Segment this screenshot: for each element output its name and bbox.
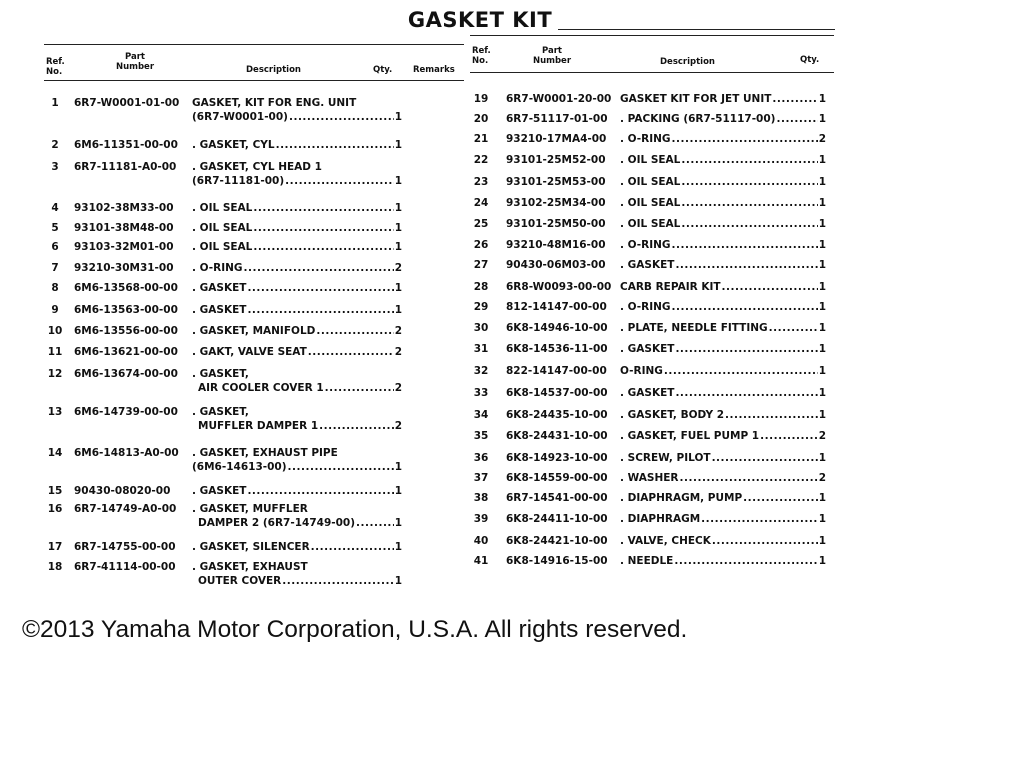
description-text: . GAKT, VALVE SEAT	[192, 346, 307, 358]
dot-leader	[701, 512, 818, 526]
ref-number: 11	[47, 346, 63, 358]
part-description	[620, 153, 826, 167]
part-number: 6M6-13556-00-00	[74, 325, 178, 337]
part-description	[620, 321, 826, 335]
quantity: 2	[394, 262, 402, 274]
ref-header-line1: Ref.	[46, 57, 65, 67]
dot-leader	[712, 451, 818, 465]
description-text: . OIL SEAL	[620, 176, 681, 188]
dot-leader	[725, 408, 818, 422]
description-text: . GASKET	[192, 485, 247, 497]
dot-leader	[681, 196, 817, 210]
part-description	[620, 471, 826, 485]
copyright-notice: ©2013 Yamaha Motor Corporation, U.S.A. All rights reserved.	[22, 616, 688, 643]
dot-leader	[675, 258, 817, 272]
dot-leader	[681, 217, 817, 231]
quantity: 2	[818, 133, 826, 145]
description-text: . O-RING	[620, 301, 671, 313]
ref-number: 13	[47, 406, 63, 418]
description-text: . OIL SEAL	[620, 218, 681, 230]
dot-leader	[760, 429, 818, 443]
part-number: 6K8-24431-10-00	[506, 430, 608, 442]
description-text: . GASKET, CYL	[192, 139, 275, 151]
quantity: 1	[394, 282, 402, 294]
quantity: 1	[818, 197, 826, 209]
quantity: 1	[818, 452, 826, 464]
description-text: . O-RING	[192, 262, 243, 274]
description-text: (6M6-14613-00)	[192, 461, 287, 473]
dot-leader	[672, 300, 818, 314]
quantity: 1	[818, 154, 826, 166]
description-text: . DIAPHRAGM	[620, 513, 701, 525]
description-text: . O-RING	[620, 239, 671, 251]
part-number: 6K8-24421-10-00	[506, 535, 608, 547]
part-number: 6R7-14755-00-00	[74, 541, 176, 553]
ref-number: 41	[473, 555, 489, 567]
part-number: 6R7-51117-01-00	[506, 113, 608, 125]
description-text: . GASKET, EXHAUST	[192, 561, 308, 573]
part-description	[192, 201, 402, 215]
part-number: 93210-17MA4-00	[506, 133, 607, 145]
part-description	[620, 512, 826, 526]
ref-number: 21	[473, 133, 489, 145]
part-description	[620, 386, 826, 400]
dot-leader	[316, 324, 393, 338]
description-text: . GASKET	[192, 282, 247, 294]
part-description	[620, 364, 826, 378]
part-number: 6R7-11181-A0-00	[74, 161, 177, 173]
part-description	[620, 280, 826, 294]
dot-leader	[769, 321, 818, 335]
quantity: 1	[394, 485, 402, 497]
part-description	[192, 261, 402, 275]
part-number: 6R7-W0001-01-00	[74, 97, 180, 109]
description-text: GASKET KIT FOR JET UNIT	[620, 93, 772, 105]
quantity: 2	[818, 430, 826, 442]
ref-number: 9	[51, 304, 59, 316]
ref-number: 27	[473, 259, 489, 271]
part-header-line1: Part	[542, 46, 562, 56]
description-text: CARB REPAIR KIT	[620, 281, 721, 293]
description-text: . O-RING	[620, 133, 671, 145]
dot-leader	[776, 112, 817, 126]
dot-leader	[288, 460, 394, 474]
description-text: . WASHER	[620, 472, 679, 484]
ref-number: 6	[51, 241, 59, 253]
quantity: 1	[394, 139, 402, 151]
part-description	[620, 429, 826, 443]
description-text: (6R7-W0001-00)	[192, 111, 288, 123]
left-remarks-header: Remarks	[413, 65, 455, 75]
description-text: . GASKET, BODY 2	[620, 409, 725, 421]
part-description	[192, 367, 402, 395]
ref-number: 8	[51, 282, 59, 294]
part-number: 6K8-14536-11-00	[506, 343, 608, 355]
part-description	[620, 217, 826, 231]
dot-leader	[253, 240, 393, 254]
part-number: 6M6-14813-A0-00	[74, 447, 179, 459]
description-text: GASKET, KIT FOR ENG. UNIT	[192, 97, 357, 109]
description-text: . SCREW, PILOT	[620, 452, 711, 464]
description-text: . GASKET, CYL HEAD 1	[192, 161, 322, 173]
ref-number: 26	[473, 239, 489, 251]
ref-header-line1: Ref.	[472, 46, 491, 56]
part-description	[620, 258, 826, 272]
part-number: 93210-48M16-00	[506, 239, 606, 251]
ref-number: 31	[473, 343, 489, 355]
description-text: . VALVE, CHECK	[620, 535, 711, 547]
description-text: . GASKET,	[192, 406, 249, 418]
part-number: 93103-32M01-00	[74, 241, 174, 253]
ref-header-line2: No.	[46, 67, 63, 77]
part-number: 6M6-13568-00-00	[74, 282, 178, 294]
part-number: 6M6-13621-00-00	[74, 346, 178, 358]
quantity: 2	[818, 472, 826, 484]
part-description	[192, 96, 402, 124]
ref-number: 15	[47, 485, 63, 497]
part-description	[620, 554, 826, 568]
ref-number: 35	[473, 430, 489, 442]
quantity: 1	[818, 409, 826, 421]
ref-number: 7	[51, 262, 59, 274]
parts-table-right	[470, 0, 830, 600]
ref-number: 3	[51, 161, 59, 173]
part-description	[620, 408, 826, 422]
part-number: 93102-25M34-00	[506, 197, 606, 209]
dot-leader	[325, 381, 394, 395]
description-text: . GASKET, FUEL PUMP 1	[620, 430, 760, 442]
dot-leader	[672, 132, 818, 146]
ref-number: 40	[473, 535, 489, 547]
part-description	[620, 196, 826, 210]
part-header-line2: Number	[532, 56, 572, 66]
left-qty-header: Qty.	[373, 65, 393, 75]
quantity: 1	[394, 222, 402, 234]
part-description	[192, 502, 402, 530]
description-text: . GASKET	[620, 343, 675, 355]
ref-number: 33	[473, 387, 489, 399]
ref-number: 38	[473, 492, 489, 504]
dot-leader	[319, 419, 394, 433]
part-number: 93101-25M50-00	[506, 218, 606, 230]
dot-leader	[675, 342, 817, 356]
part-description	[192, 484, 402, 498]
parts-table-left	[44, 0, 404, 600]
dot-leader	[743, 491, 818, 505]
ref-number: 24	[473, 197, 489, 209]
ref-number: 19	[473, 93, 489, 105]
quantity: 1	[818, 176, 826, 188]
description-text: DAMPER 2 (6R7-14749-00)	[198, 517, 356, 529]
part-number: 93102-38M33-00	[74, 202, 174, 214]
quantity: 1	[394, 541, 402, 553]
quantity: 2	[394, 420, 402, 432]
part-number: 93101-25M52-00	[506, 154, 606, 166]
dot-leader	[681, 153, 817, 167]
description-text: O-RING	[620, 365, 663, 377]
quantity: 1	[818, 492, 826, 504]
description-text: . GASKET	[620, 387, 675, 399]
ref-number: 5	[51, 222, 59, 234]
part-number: 6R7-W0001-20-00	[506, 93, 612, 105]
dot-leader	[675, 386, 817, 400]
part-number: 93101-25M53-00	[506, 176, 606, 188]
dot-leader	[282, 574, 393, 588]
description-text: . GASKET, MUFFLER	[192, 503, 308, 515]
dot-leader	[772, 92, 817, 106]
ref-number: 29	[473, 301, 489, 313]
ref-number: 36	[473, 452, 489, 464]
description-text: . PACKING (6R7-51117-00)	[620, 113, 776, 125]
part-description	[620, 175, 826, 189]
quantity: 1	[818, 513, 826, 525]
quantity: 1	[818, 281, 826, 293]
part-number: 6R7-14541-00-00	[506, 492, 608, 504]
part-number: 812-14147-00-00	[506, 301, 607, 313]
ref-number: 37	[473, 472, 489, 484]
part-description	[192, 446, 402, 474]
part-number: 6K8-14537-00-00	[506, 387, 608, 399]
dot-leader	[722, 280, 818, 294]
ref-number: 28	[473, 281, 489, 293]
dot-leader	[672, 238, 818, 252]
quantity: 1	[818, 218, 826, 230]
part-description	[620, 491, 826, 505]
part-description	[192, 324, 402, 338]
dot-leader	[289, 110, 394, 124]
quantity: 1	[394, 202, 402, 214]
part-number: 6R7-41114-00-00	[74, 561, 176, 573]
quantity: 1	[818, 535, 826, 547]
dot-leader	[311, 540, 394, 554]
part-description	[620, 342, 826, 356]
description-text: MUFFLER DAMPER 1	[198, 420, 319, 432]
description-text: . PLATE, NEEDLE FITTING	[620, 322, 768, 334]
description-text: . OIL SEAL	[620, 154, 681, 166]
dot-leader	[276, 138, 394, 152]
dot-leader	[664, 364, 818, 378]
description-text: AIR COOLER COVER 1	[198, 382, 324, 394]
description-text: . GASKET	[192, 304, 247, 316]
ref-number: 2	[51, 139, 59, 151]
part-number: 6M6-11351-00-00	[74, 139, 178, 151]
dot-leader	[712, 534, 818, 548]
description-text: . GASKET,	[192, 368, 249, 380]
part-number: 6K8-14923-10-00	[506, 452, 608, 464]
quantity: 1	[394, 111, 402, 123]
quantity: 1	[818, 239, 826, 251]
description-text: OUTER COVER	[198, 575, 282, 587]
part-description	[192, 345, 402, 359]
dot-leader	[247, 281, 393, 295]
ref-header-line2: No.	[472, 56, 489, 66]
quantity: 1	[818, 365, 826, 377]
description-text: . GASKET	[620, 259, 675, 271]
description-text: . OIL SEAL	[192, 222, 253, 234]
description-text: . OIL SEAL	[192, 241, 253, 253]
quantity: 1	[818, 93, 826, 105]
ref-number: 4	[51, 202, 59, 214]
ref-number: 1	[51, 97, 59, 109]
description-text: . NEEDLE	[620, 555, 674, 567]
part-description	[192, 303, 402, 317]
ref-number: 16	[47, 503, 63, 515]
part-description	[620, 451, 826, 465]
quantity: 1	[818, 343, 826, 355]
page-title: GASKET KIT	[407, 8, 553, 32]
part-header-line2: Number	[115, 62, 155, 72]
description-text: . GASKET, EXHAUST PIPE	[192, 447, 338, 459]
part-description	[192, 240, 402, 254]
right-qty-header: Qty.	[800, 55, 820, 65]
ref-number: 32	[473, 365, 489, 377]
quantity: 1	[818, 322, 826, 334]
right-description-header: Description	[660, 57, 715, 67]
ref-number: 30	[473, 322, 489, 334]
ref-number: 25	[473, 218, 489, 230]
part-number: 93210-30M31-00	[74, 262, 174, 274]
ref-number: 18	[47, 561, 63, 573]
part-number: 6K8-14559-00-00	[506, 472, 608, 484]
part-number: 6R8-W0093-00-00	[506, 281, 612, 293]
part-description	[192, 560, 402, 588]
quantity: 1	[818, 555, 826, 567]
quantity: 2	[394, 382, 402, 394]
ref-number: 34	[473, 409, 489, 421]
dot-leader	[253, 201, 393, 215]
quantity: 1	[394, 461, 402, 473]
part-description	[620, 300, 826, 314]
part-description	[192, 160, 402, 188]
part-number: 6K8-14916-15-00	[506, 555, 608, 567]
part-number: 6M6-14739-00-00	[74, 406, 178, 418]
quantity: 1	[394, 241, 402, 253]
part-description	[192, 405, 402, 433]
part-number: 6K8-14946-10-00	[506, 322, 608, 334]
ref-number: 23	[473, 176, 489, 188]
quantity: 1	[818, 301, 826, 313]
ref-number: 20	[473, 113, 489, 125]
description-text: . GASKET, MANIFOLD	[192, 325, 316, 337]
description-text: . OIL SEAL	[192, 202, 253, 214]
part-description	[192, 221, 402, 235]
left-description-header: Description	[246, 65, 301, 75]
dot-leader	[247, 303, 393, 317]
ref-number: 10	[47, 325, 63, 337]
part-number: 90430-06M03-00	[506, 259, 606, 271]
part-number: 90430-08020-00	[74, 485, 171, 497]
quantity: 1	[394, 304, 402, 316]
part-description	[620, 238, 826, 252]
description-text: . GASKET, SILENCER	[192, 541, 310, 553]
quantity: 1	[818, 113, 826, 125]
part-header-line1: Part	[125, 52, 145, 62]
dot-leader	[674, 554, 817, 568]
dot-leader	[285, 174, 394, 188]
part-number: 93101-38M48-00	[74, 222, 174, 234]
part-description	[192, 281, 402, 295]
part-number: 6M6-13674-00-00	[74, 368, 178, 380]
dot-leader	[356, 516, 394, 530]
dot-leader	[244, 261, 394, 275]
ref-number: 14	[47, 447, 63, 459]
part-description	[192, 138, 402, 152]
ref-number: 17	[47, 541, 63, 553]
part-description	[620, 534, 826, 548]
part-number: 6K8-24435-10-00	[506, 409, 608, 421]
quantity: 2	[394, 346, 402, 358]
ref-number: 12	[47, 368, 63, 380]
part-number: 6K8-24411-10-00	[506, 513, 608, 525]
part-description	[620, 92, 826, 106]
ref-number: 39	[473, 513, 489, 525]
dot-leader	[308, 345, 394, 359]
quantity: 1	[394, 175, 402, 187]
ref-number: 22	[473, 154, 489, 166]
part-number: 6R7-14749-A0-00	[74, 503, 177, 515]
description-text: (6R7-11181-00)	[192, 175, 285, 187]
quantity: 2	[394, 325, 402, 337]
dot-leader	[253, 221, 393, 235]
quantity: 1	[818, 387, 826, 399]
part-number: 6M6-13563-00-00	[74, 304, 178, 316]
quantity: 1	[818, 259, 826, 271]
part-number: 822-14147-00-00	[506, 365, 607, 377]
dot-leader	[681, 175, 817, 189]
dot-leader	[680, 471, 818, 485]
description-text: . DIAPHRAGM, PUMP	[620, 492, 743, 504]
part-description	[620, 132, 826, 146]
quantity: 1	[394, 517, 402, 529]
part-description	[620, 112, 826, 126]
dot-leader	[247, 484, 393, 498]
part-description	[192, 540, 402, 554]
quantity: 1	[394, 575, 402, 587]
description-text: . OIL SEAL	[620, 197, 681, 209]
